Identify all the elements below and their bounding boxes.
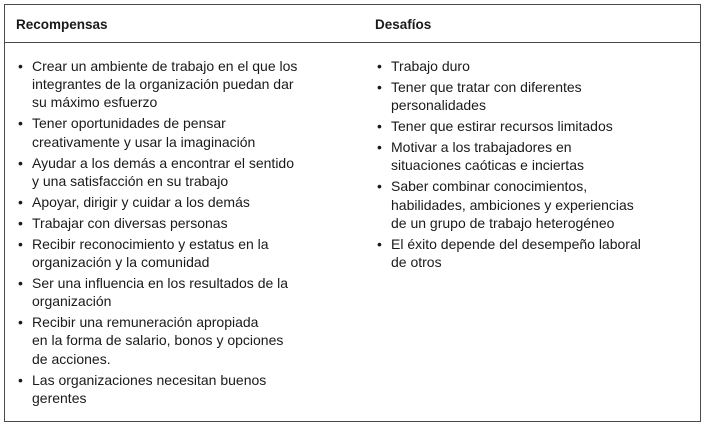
- recompensas-list: [16, 57, 356, 410]
- list-item: [375, 78, 693, 114]
- list-item-text: Trabajo duro: [391, 58, 470, 74]
- list-item: [375, 177, 693, 232]
- list-item-text: Recibir reconocimiento y estatus en la organización y la comunidad: [32, 235, 269, 271]
- bullet-icon: •: [377, 79, 382, 95]
- list-item-text: Tener que tratar con diferentes personalidades: [391, 79, 582, 114]
- list-item-text: Saber combinar conocimientos, habilidades, ambiciones y experiencias de un grupo de trabajo heterogéneo: [391, 178, 634, 231]
- header-recompensas: Recompensas: [16, 17, 108, 32]
- bullet-icon: •: [18, 58, 23, 74]
- bullet-icon: •: [18, 115, 23, 132]
- list-item: [16, 214, 356, 232]
- list-item: [375, 117, 693, 135]
- list-item: [16, 235, 356, 271]
- list-item: [375, 57, 693, 75]
- list-item-text: Las organizaciones necesitan buenos gerentes: [32, 371, 267, 406]
- list-item: [16, 313, 356, 368]
- list-item-text: Trabajar con diversas personas: [32, 214, 228, 231]
- list-item: [16, 274, 356, 310]
- list-item-text: Ayudar a los demás a encontrar el sentido y una satisfacción en su trabajo: [32, 154, 295, 189]
- list-item: [16, 371, 356, 407]
- list-item-text: El éxito depende del desempeño laboral de otros: [391, 235, 641, 271]
- bullet-icon: •: [377, 235, 382, 252]
- bullet-icon: •: [377, 178, 382, 195]
- rewards-challenges-table: [4, 4, 701, 422]
- list-item-text: Ser una influencia en los resultados de la organización: [32, 275, 289, 310]
- list-item: [16, 57, 356, 112]
- bullet-icon: •: [18, 214, 23, 231]
- bullet-icon: •: [18, 193, 23, 210]
- list-item: [16, 154, 356, 190]
- list-item-text: Tener que estirar recursos limitados: [391, 118, 613, 135]
- bullet-icon: •: [18, 371, 23, 388]
- list-item-text: Apoyar, dirigir y cuidar a los demás: [32, 193, 250, 210]
- bullet-icon: •: [18, 275, 23, 292]
- bullet-icon: •: [18, 314, 23, 331]
- list-item: [16, 114, 356, 150]
- table-header-row: [5, 5, 700, 43]
- bullet-icon: •: [18, 235, 23, 252]
- bullet-icon: •: [377, 118, 382, 135]
- desafios-list: [375, 57, 693, 274]
- bullet-icon: •: [377, 58, 382, 74]
- list-item: [375, 138, 693, 174]
- list-item-text: Tener oportunidades de pensar creativamente y usar la imaginación: [32, 115, 256, 150]
- bullet-icon: •: [377, 139, 382, 156]
- bullet-icon: •: [18, 154, 23, 171]
- list-item-text: Motivar a los trabajadores en situaciones caóticas e inciertas: [391, 139, 584, 174]
- list-item: [375, 235, 693, 271]
- header-desafios: Desafíos: [375, 17, 432, 32]
- list-item: [16, 193, 356, 211]
- list-item-text: Recibir una remuneración apropiada en la forma de salario, bonos y opciones de acciones.: [32, 314, 284, 367]
- list-item-text: Crear un ambiente de trabajo en el que los integrantes de la organización puedan dar su máximo esfuerzo: [32, 58, 298, 111]
